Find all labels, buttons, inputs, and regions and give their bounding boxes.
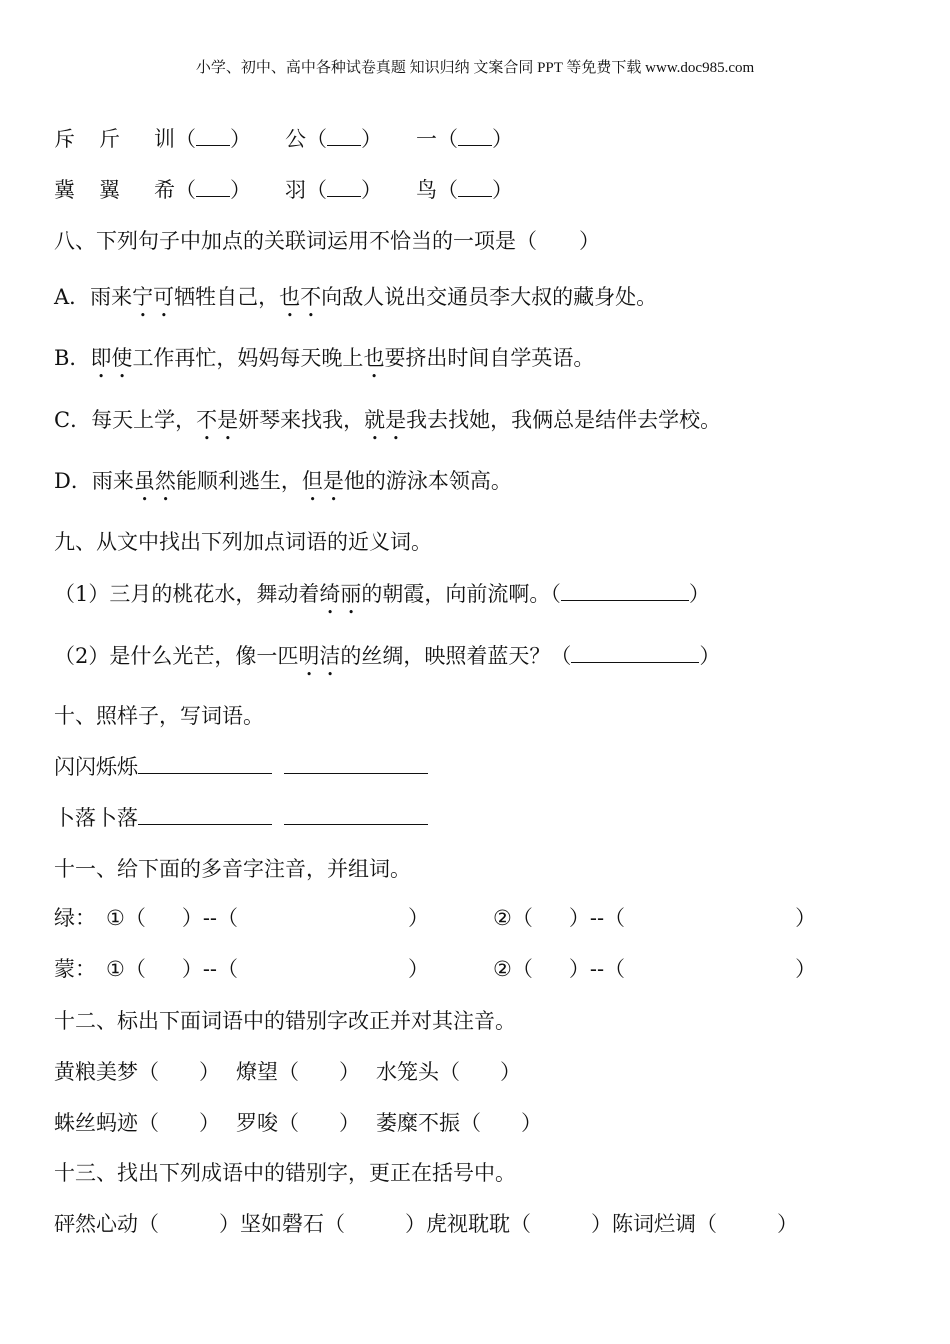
q11-row-lv [54,904,816,932]
char: 斤 [99,127,120,151]
dotted-word: 就是 [364,408,407,432]
answer-blank[interactable] [284,806,428,825]
paren: ） [777,1212,798,1236]
text: 要挤出时间自学英语。 [384,346,595,370]
char: 蒙： [54,957,96,981]
blank[interactable] [327,178,361,197]
q10-title: 十、照样子，写词语。 [54,704,264,728]
label: 一（ [416,127,458,151]
text: D．雨来 [54,469,134,493]
dotted-word: 虽然 [133,469,176,493]
answer-blank[interactable] [138,806,272,825]
q12-title: 十二、标出下面词语中的错别字改正并对其注音。 [54,1009,516,1033]
q12-row-1 [54,1058,521,1086]
char: 斥 [54,127,75,151]
q10-row-2 [54,804,428,832]
idiom: ）陈词烂调（ [591,1212,717,1236]
example-word: 闪闪烁烁 [54,755,138,779]
q13-title: 十三、找出下列成语中的错别字，更正在括号中。 [54,1161,516,1185]
char: 翼 [99,178,120,202]
paren: ） [199,1111,220,1135]
paren: ） [230,178,251,202]
paren: ） [492,127,513,151]
word: 水笼头（ [376,1060,460,1084]
paren: ）--（ [181,906,239,930]
idiom: ）坚如磬石（ [219,1212,345,1236]
dotted-word: 即使 [90,346,133,370]
blank[interactable] [196,127,230,146]
word: 黄粮美梦（ [54,1060,159,1084]
label: 羽（ [285,178,327,202]
example-word: 卜落卜落 [54,806,138,830]
paren: ） [500,1060,521,1084]
paren: ）--（ [568,906,626,930]
q8-option-a[interactable] [54,283,657,322]
row-ji-yi [54,176,513,204]
text: A．雨来 [54,285,133,309]
paren: ②（ [493,957,533,981]
q11-title: 十一、给下面的多音字注音，并组词。 [54,857,411,881]
q8-title: 八、下列句子中加点的关联词运用不恰当的一项是（ ） [54,229,600,253]
word: 燎望（ [236,1060,299,1084]
idiom: ）虎视耽耽（ [405,1212,531,1236]
text: 向敌人说出交通员李大叔的藏身处。 [321,285,658,309]
text: 牺牲自己， [174,285,280,309]
paren: ①（ [106,957,146,981]
q13-row [54,1210,798,1238]
paren: ） [361,178,382,202]
text: 我去找她，我俩总是结伴去学校。 [406,408,722,432]
text: C．每天上学， [54,408,197,432]
label: 公（ [285,127,327,151]
dotted-word: 不是 [196,408,239,432]
paren: ） [408,906,430,930]
blank[interactable] [327,127,361,146]
blank[interactable] [458,178,492,197]
text: （2）是什么光芒，像一匹 [54,644,299,668]
word: 蛛丝蚂迹（ [54,1111,159,1135]
q11-row-meng [54,955,816,983]
paren: ） [699,644,721,668]
idiom: 砰然心动（ [54,1212,159,1236]
label: 训（ [154,127,196,151]
paren: ） [361,127,382,151]
paren: ） [521,1111,542,1135]
word: 罗唆（ [236,1111,299,1135]
text: 妍琴来找我， [238,408,365,432]
label: 鸟（ [416,178,458,202]
paren: ①（ [106,906,146,930]
char: 冀 [54,178,75,202]
row-chi-jin [54,125,513,153]
text: 的朝霞，向前流啊。（ [361,582,561,606]
dotted-word: 但是 [301,469,344,493]
q8-option-d[interactable] [54,467,512,506]
answer-blank[interactable] [571,644,699,663]
q10-row-1 [54,753,428,781]
paren: ） [408,957,430,981]
paren: ） [199,1060,220,1084]
answer-blank[interactable] [284,755,428,774]
q9-item-1 [54,580,710,619]
paren: ）--（ [181,957,239,981]
paren: ） [492,178,513,202]
paren: ）--（ [568,957,626,981]
label: 希（ [154,178,196,202]
text: （1）三月的桃花水，舞动着 [54,582,320,606]
word: 萎糜不振（ [376,1111,481,1135]
dotted-word: 也不 [279,285,322,309]
paren: ） [795,906,817,930]
text: 的丝绸，映照着蓝天？（ [340,644,572,668]
paren: ） [339,1111,360,1135]
q12-row-2 [54,1109,542,1137]
paren: ） [688,582,710,606]
text: B． [54,346,91,370]
q8-option-b[interactable] [54,344,594,383]
text: 能顺利逃生， [175,469,302,493]
answer-blank[interactable] [138,755,272,774]
q8-option-c[interactable] [54,406,721,445]
q9-title: 九、从文中找出下列加点词语的近义词。 [54,530,432,554]
page-header: 小学、初中、高中各种试卷真题 知识归纳 文案合同 PPT 等免费下载 www.doc985.com [195,60,755,76]
paren: ） [339,1060,360,1084]
q9-item-2 [54,642,720,681]
answer-blank[interactable] [561,582,689,601]
text: 他的游泳本领高。 [343,469,512,493]
blank[interactable] [458,127,492,146]
dotted-word: 绮丽 [319,582,362,606]
dotted-word: 宁可 [132,285,175,309]
char: 绿： [54,906,96,930]
text: 工作再忙，妈妈每天晚上 [132,346,364,370]
dotted-word: 明洁 [298,644,341,668]
dotted-word: 也 [363,346,385,370]
paren: ） [230,127,251,151]
paren: ） [795,957,817,981]
blank[interactable] [196,178,230,197]
paren: ②（ [493,906,533,930]
